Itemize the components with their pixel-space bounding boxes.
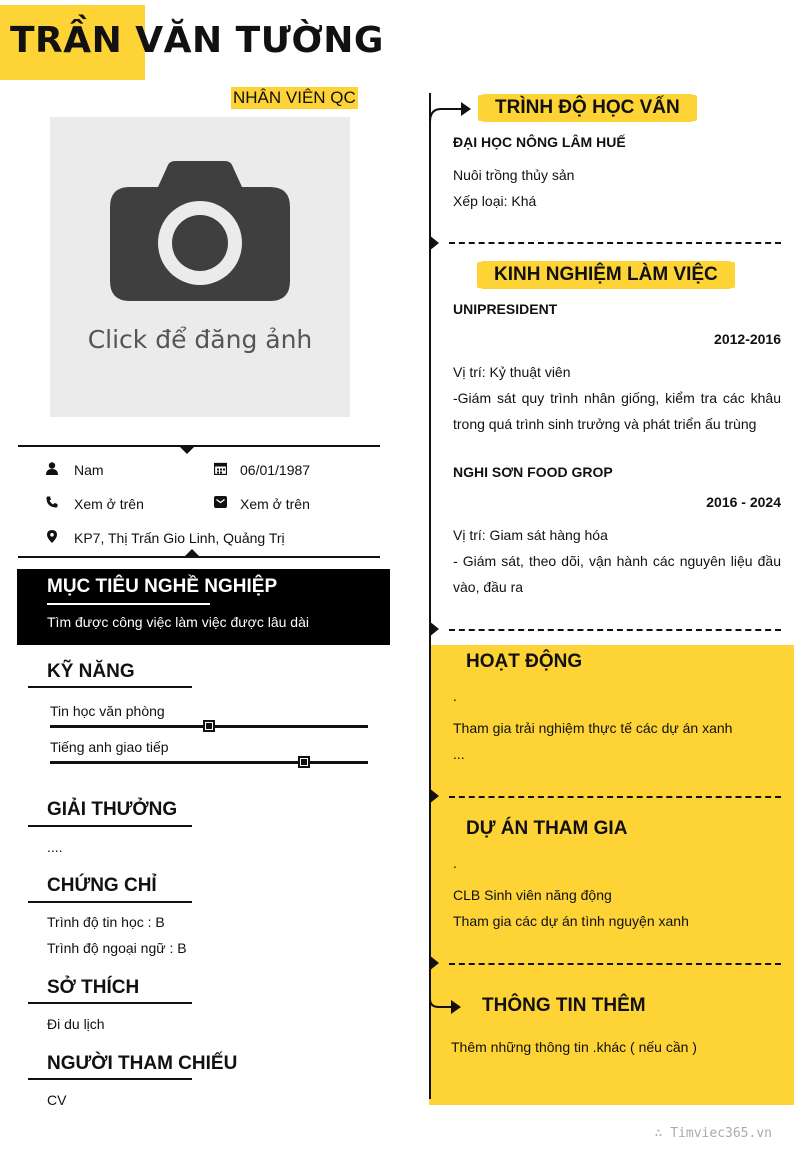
curved-arrow-icon <box>429 100 474 124</box>
objective-text[interactable]: Tìm được công việc làm việc được lâu dài <box>47 614 309 630</box>
projects-bullet: . <box>453 855 457 871</box>
activities-more[interactable]: ... <box>453 746 465 762</box>
skill-level-handle[interactable] <box>203 720 215 732</box>
timeline-marker <box>429 955 439 971</box>
project-item[interactable]: CLB Sinh viên năng động <box>453 887 612 903</box>
watermark: ∴ Timviec365.vn <box>654 1126 772 1141</box>
certificates-heading: CHỨNG CHỈ <box>47 875 157 896</box>
timeline-marker <box>429 788 439 804</box>
avatar-upload[interactable] <box>50 117 350 417</box>
address-value[interactable]: KP7, Thị Trấn Gio Linh, Quảng Trị <box>74 530 285 546</box>
job-title[interactable]: NHÂN VIÊN QC <box>233 88 356 107</box>
camera-icon <box>110 161 290 301</box>
upload-photo-label: Click để đăng ảnh <box>87 325 313 354</box>
job-position[interactable]: Vị trí: Kỷ thuật viên <box>453 364 571 380</box>
references-text[interactable]: CV <box>47 1092 67 1108</box>
certificate-item[interactable]: Trình độ tin học : B <box>47 914 165 930</box>
education-grade[interactable]: Xếp loại: Khá <box>453 193 537 209</box>
job-period[interactable]: 2012-2016 <box>714 331 781 347</box>
curved-arrow-icon <box>429 985 465 1019</box>
section-separator <box>449 963 781 965</box>
experience-heading: KINH NGHIỆM LÀM VIỆC <box>480 261 732 289</box>
job-description[interactable]: -Giám sát quy trình nhân giống, kiểm tra các khâu trong quá trình sinh trưởng và phát triển ấu trùng <box>453 390 781 432</box>
timeline-marker <box>429 621 439 637</box>
extra-info-text[interactable]: Thêm những thông tin .khác ( nếu cần ) <box>451 1039 697 1055</box>
education-heading: TRÌNH ĐỘ HỌC VẤN <box>481 94 694 122</box>
section-separator <box>449 629 781 631</box>
candidate-name[interactable]: TRẦN VĂN TƯỜNG <box>10 20 384 61</box>
references-underline <box>28 1078 192 1080</box>
section-separator <box>449 242 781 244</box>
company-name[interactable]: NGHI SƠN FOOD GROP <box>453 464 613 480</box>
skills-heading: KỸ NĂNG <box>47 661 135 682</box>
hobbies-text[interactable]: Đi du lịch <box>47 1016 105 1032</box>
extra-info-heading: THÔNG TIN THÊM <box>482 995 646 1016</box>
activities-bullet: . <box>453 688 457 704</box>
divider-arrow-down <box>180 447 194 454</box>
phone-icon <box>45 495 59 509</box>
email-icon <box>213 495 227 509</box>
birthday-value[interactable]: 06/01/1987 <box>240 462 311 478</box>
gender-value[interactable]: Nam <box>74 462 104 478</box>
job-period[interactable]: 2016 - 2024 <box>706 494 781 510</box>
projects-heading: DỰ ÁN THAM GIA <box>466 818 628 839</box>
location-pin-icon <box>45 529 59 543</box>
skill-name[interactable]: Tiếng anh giao tiếp <box>50 739 169 755</box>
divider-arrow-up <box>185 549 199 556</box>
certificates-underline <box>28 901 192 903</box>
project-item[interactable]: Tham gia các dự án tình nguyện xanh <box>453 913 689 929</box>
skill-level-handle[interactable] <box>298 756 310 768</box>
skill-name[interactable]: Tin học văn phòng <box>50 703 165 719</box>
activities-text[interactable]: Tham gia trải nghiệm thực tế các dự án xanh <box>453 720 733 736</box>
objective-heading: MỤC TIÊU NGHỀ NGHIỆP <box>47 576 278 597</box>
calendar-icon <box>213 461 227 475</box>
awards-underline <box>28 825 192 827</box>
awards-text[interactable]: .... <box>47 839 63 855</box>
certificate-item[interactable]: Trình độ ngoại ngữ : B <box>47 940 187 956</box>
education-major[interactable]: Nuôi trồng thủy sản <box>453 167 575 183</box>
school-name[interactable]: ĐẠI HỌC NÔNG LÂM HUẾ <box>453 134 626 150</box>
skill-bar <box>50 761 368 764</box>
phone-value[interactable]: Xem ở trên <box>74 496 144 512</box>
info-divider-top <box>18 445 380 447</box>
job-position[interactable]: Vị trí: Giam sát hàng hóa <box>453 527 608 543</box>
email-value[interactable]: Xem ở trên <box>240 496 310 512</box>
section-separator <box>449 796 781 798</box>
company-name[interactable]: UNIPRESIDENT <box>453 301 558 317</box>
hobbies-heading: SỞ THÍCH <box>47 977 140 998</box>
timeline-marker <box>429 235 439 251</box>
activities-heading: HOẠT ĐỘNG <box>466 651 583 672</box>
skills-underline <box>28 686 192 688</box>
hobbies-underline <box>28 1002 192 1004</box>
references-heading: NGƯỜI THAM CHIẾU <box>47 1053 238 1074</box>
objective-underline <box>47 603 210 605</box>
awards-heading: GIẢI THƯỞNG <box>47 799 178 820</box>
career-objective-section <box>17 569 390 645</box>
job-description[interactable]: - Giám sát, theo dõi, vận hành các nguyên liệu đầu vào, đầu ra <box>453 553 781 595</box>
user-icon <box>45 461 59 475</box>
info-divider-bottom <box>18 556 380 558</box>
